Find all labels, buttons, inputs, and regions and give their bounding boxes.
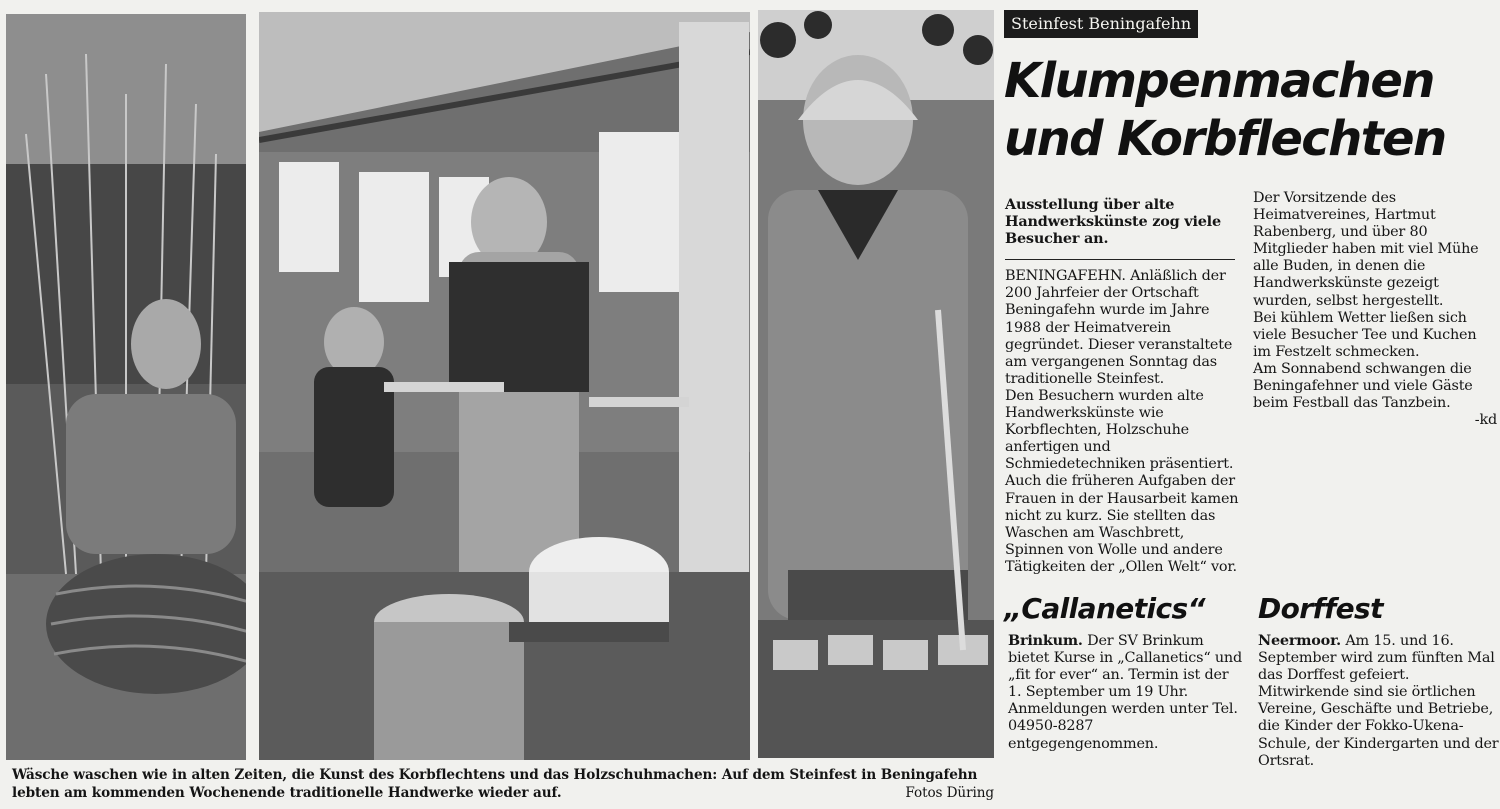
callanetics-place: Brinkum.: [1008, 632, 1083, 649]
photo-laundry-washing: [259, 12, 750, 760]
article-paragraph: Den Besuchern wurden alte Handwerkskünste wie Korbflechten, Holzschuhe anfertigen und Schmiedetechniken präsentiert. Auch die früheren Aufgaben der Frauen in der Hausarbeit kamen nicht zu kurz. Sie stellten das Waschen am Waschbrett, Spinnen von Wolle und andere Tätigkeiten der „Ollen Welt“ vor.: [1005, 387, 1239, 575]
dorffest-text: Am 15. und 16. September wird zum fünften Mal das Dorffest gefeiert. Mitwirkende sind sie örtlichen Vereine, Geschäfte und Betriebe, die Kinder der Fokko-Ukena-Schule, der Kindergarten und der Ortsrat.: [1258, 633, 1499, 769]
photo-clog-making: [758, 10, 994, 758]
callanetics-headline: „Callanetics“: [1004, 592, 1205, 625]
photo-caption-text: Wäsche waschen wie in alten Zeiten, die Kunst des Korbflechtens und das Holzschuhmachen: Auf dem Steinfest in Beningafehn lebten am kommenden Wochenende traditionelle Handwerke wieder auf.: [12, 767, 978, 801]
article-paragraph: BENINGAFEHN. Anläßlich der 200 Jahrfeier der Ortschaft Beningafehn wurde im Jahre 1988 der Heimatverein gegründet. Dieser veranstaltete am vergangenen Sonntag das traditionelle Steinfest.: [1005, 268, 1233, 387]
callanetics-text: Der SV Brinkum bietet Kurse in „Callanetics“ und „fit for ever“ an. Termin ist der 1. September um 19 Uhr. Anmeldungen werden unter Tel. 04950-8287 entgegengenommen.: [1008, 633, 1243, 752]
dorffest-notice: [1258, 632, 1500, 770]
article-paragraph: Am Sonnabend schwangen die Beningafehner und viele Gäste beim Festball das Tanzbein.: [1253, 360, 1473, 412]
article-headline: Klumpenmachen und Korbflechten: [1004, 53, 1446, 167]
callanetics-notice: [1008, 632, 1244, 753]
author-signature: -kd: [1474, 412, 1497, 429]
article-column-right: [1253, 190, 1497, 429]
photo-caption: [12, 766, 994, 802]
divider: [1005, 259, 1235, 260]
kicker-label: Steinfest Beningafehn: [1004, 10, 1198, 38]
photo-credit: Fotos Düring: [905, 785, 994, 801]
article-paragraph: Bei kühlem Wetter ließen sich viele Besucher Tee und Kuchen im Festzelt schmecken.: [1253, 309, 1477, 360]
dorffest-place: Neermoor.: [1258, 632, 1341, 649]
photo-basket-weaving: [6, 14, 246, 760]
article-subhead: Ausstellung über alte Handwerkskünste zog viele Besucher an.: [1005, 196, 1221, 248]
article-column-left: [1005, 196, 1239, 576]
article-paragraph: Der Vorsitzende des Heimatvereines, Hartmut Rabenberg, und über 80 Mitglieder haben mit viel Mühe alle Buden, in denen die Handwerkskünste gezeigt wurden, selbst hergestellt.: [1253, 190, 1479, 309]
dorffest-headline: Dorffest: [1258, 592, 1383, 625]
